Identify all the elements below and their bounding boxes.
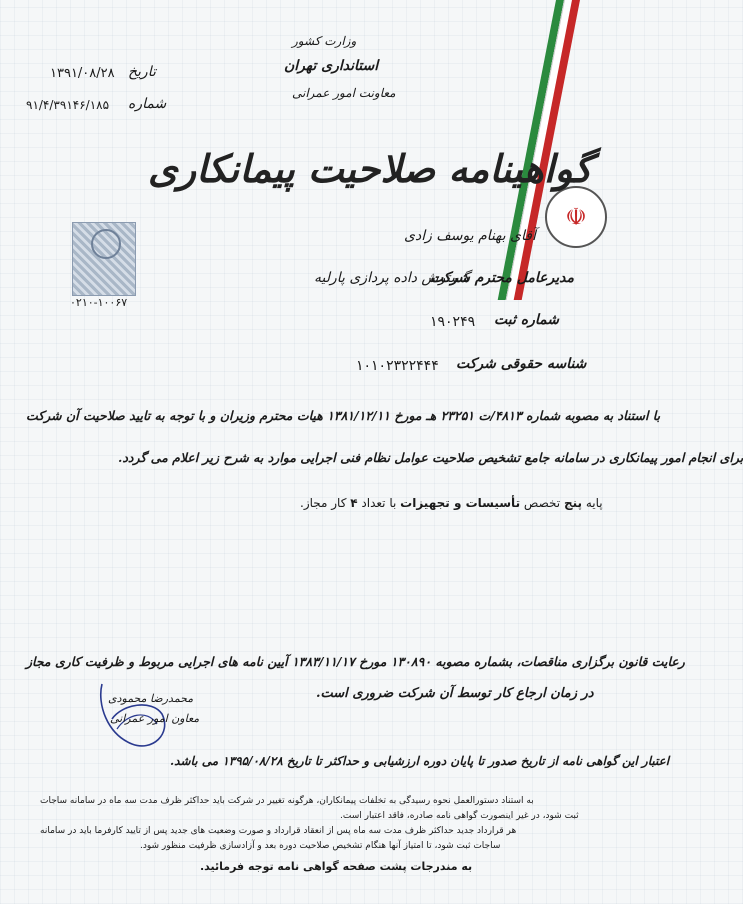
count-suffix: کار مجاز. <box>300 496 347 510</box>
registration-label: شماره ثبت <box>494 312 559 328</box>
national-id-value: ۱۰۱۰۲۳۲۲۴۴۴ <box>356 358 439 374</box>
count-label: با تعداد <box>361 496 397 510</box>
date-label: تاریخ <box>128 64 156 80</box>
national-id-label: شناسه حقوقی شرکت <box>456 356 587 372</box>
number-label: شماره <box>128 96 167 112</box>
note-2a: هر قرارداد جدید حداکثر ظرف مدت سه ماه پس از انعقاد قرارداد و صورت وضعیت های جدید پس از تایید کارفرما باید در سامانه <box>40 826 517 836</box>
validity-text: اعتبار این گواهی نامه از تاریخ صدور تا پایان دوره ارزشیابی و حداکثر تا تاریخ ۱۳۹۵/۰۸/۲۸ می باشد. <box>170 754 670 768</box>
footer-note: به مندرجات پشت صفحه گواهی نامه توجه فرمائید. <box>200 860 473 873</box>
grade-prefix: پایه <box>585 496 603 510</box>
date-value: ۱۳۹۱/۰۸/۲۸ <box>50 66 115 81</box>
body-line-1: با استناد به مصوبه شماره ۴۸۱۳/ت ۲۳۲۵۱ هـ مورخ ۱۳۸۱/۱۲/۱۱ هیات محترم وزیران و با توجه به تایید صلاحیت آن شرکت <box>26 408 661 423</box>
count-value: ۴ <box>350 496 358 510</box>
note-2b: ساجات ثبت شود، تا امتیاز آنها هنگام تشخیص صلاحیت دوره بعد و آزادسازی ظرفیت منظور شود. <box>140 841 501 851</box>
body-line-2: برای انجام امور پیمانکاری در سامانه جامع تشخیص صلاحیت عوامل نظام فنی اجرایی موارد به شرح زیر اعلام می گردد. <box>118 450 743 465</box>
registration-value: ۱۹۰۲۴۹ <box>430 314 476 330</box>
deputy-name: معاونت امور عمرانی <box>292 86 396 100</box>
specialty-value: تأسیسات و تجهیزات <box>400 496 521 510</box>
manager-label: مدیرعامل محترم شرکت <box>430 270 574 286</box>
certificate-title: گواهینامه صلاحیت پیمانکاری <box>148 146 593 191</box>
stamp-code: ۰۲۱۰-۱۰۰۶۷ <box>70 296 128 309</box>
compliance-line-1: رعایت قانون برگزاری مناقصات، بشماره مصوبه ۱۳۰۸۹۰ مورخ ۱۳۸۳/۱۱/۱۷ آیین نامه های اجرایی مربوط و ظرفیت کاری مجاز <box>26 654 685 669</box>
ministry-name: وزارت کشور <box>292 34 357 48</box>
note-1b: ثبت شود، در غیر اینصورت گواهی نامه صادره، فاقد اعتبار است. <box>340 811 579 821</box>
company-name: گسترش داده پردازی پارلیه <box>314 270 470 286</box>
security-stamp-icon <box>72 222 136 296</box>
grade-value: پنج <box>563 496 582 510</box>
grade-line <box>300 496 603 510</box>
note-1a: به استناد دستورالعمل نحوه رسیدگی به تخلفات پیمانکاران، هرگونه تغییر در شرکت باید حداکثر ظرف مدت سه ماه در سامانه ساجات <box>40 796 534 806</box>
iran-emblem-icon: ☫ <box>545 186 607 248</box>
signatory-name: محمدرضا محمودی <box>108 692 194 705</box>
signatory-title: معاون امور عمرانی <box>110 712 200 725</box>
number-value: ۹۱/۴/۳۹۱۴۶/۱۸۵ <box>26 98 110 112</box>
compliance-line-2: در زمان ارجاع کار توسط آن شرکت ضروری است. <box>316 686 594 701</box>
holder-name: آقای بهنام یوسف زادی <box>404 228 536 244</box>
specialty-label: تخصص <box>523 496 561 510</box>
governorate-name: استانداری تهران <box>284 58 379 74</box>
